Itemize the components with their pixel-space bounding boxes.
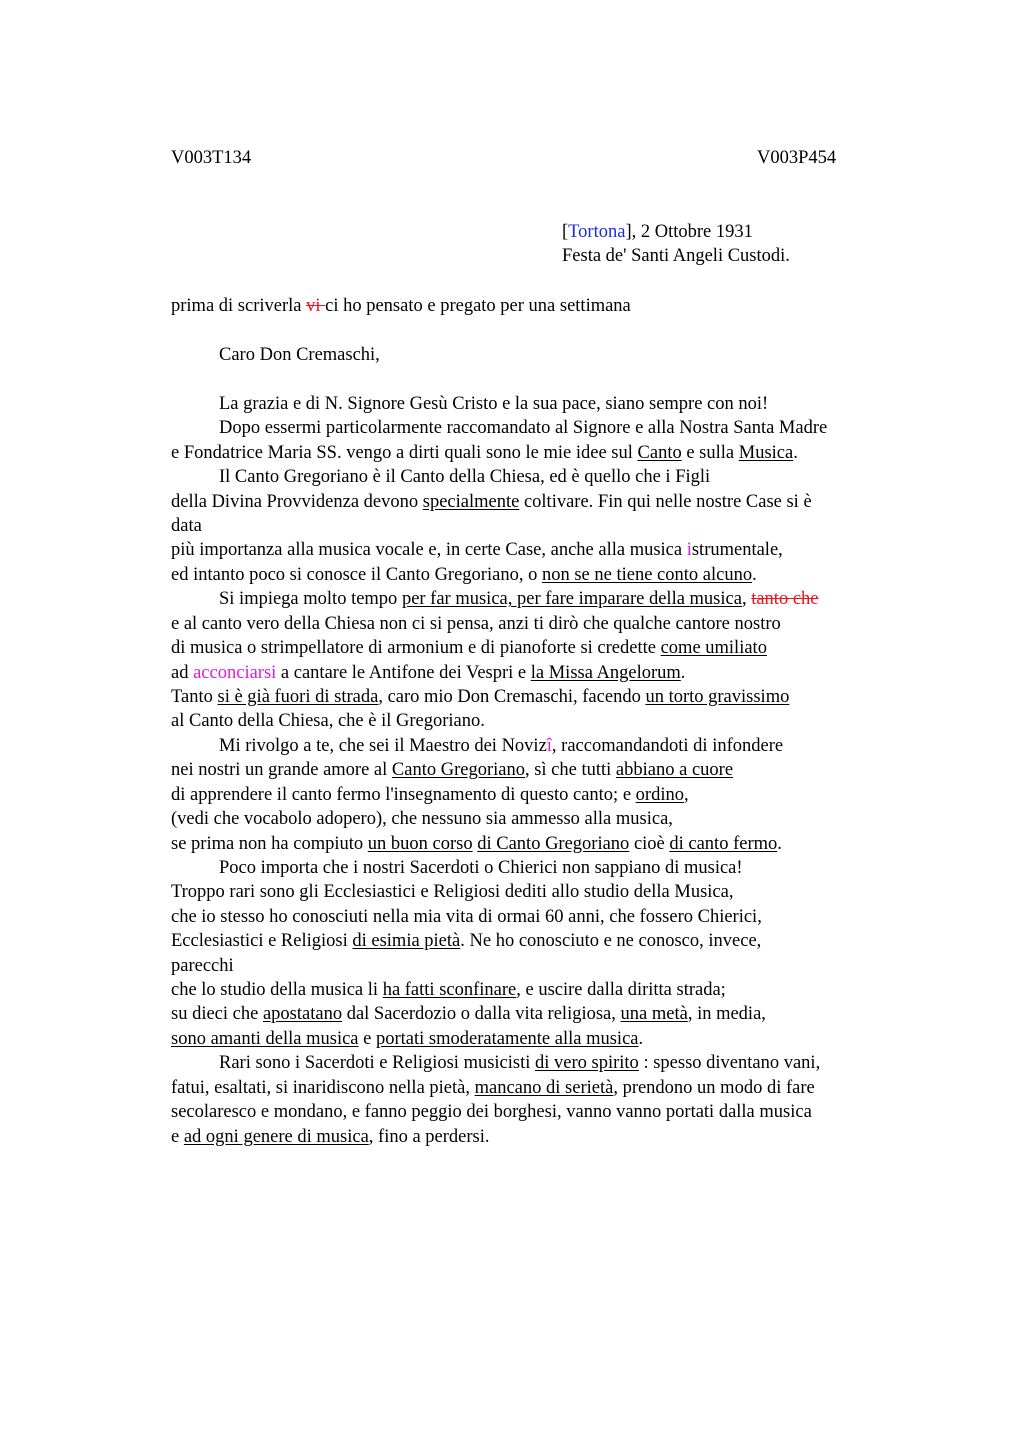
body-line: data bbox=[171, 516, 202, 536]
page-code-right: V003P454 bbox=[757, 148, 837, 168]
body-line: Tanto si è già fuori di strada, caro mio Don Cremaschi, facendo un torto gravissimo bbox=[171, 687, 790, 707]
body-line: Troppo rari sono gli Ecclesiastici e Religiosi dediti allo studio della Musica, bbox=[171, 882, 734, 902]
body-line: se prima non ha compiuto un buon corso di Canto Gregoriano cioè di canto fermo. bbox=[171, 834, 782, 854]
body-line: Poco importa che i nostri Sacerdoti o Chierici non sappiano di musica! bbox=[219, 858, 743, 878]
body-line: Dopo essermi particolarmente raccomandato al Signore e alla Nostra Santa Madre bbox=[219, 418, 828, 438]
body-line: e ad ogni genere di musica, fino a perdersi. bbox=[171, 1127, 490, 1147]
deleted-text: tanto che bbox=[751, 589, 819, 609]
deleted-text: vi bbox=[306, 296, 326, 316]
body-line: (vedi che vocabolo adopero), che nessuno sia ammesso alla musica, bbox=[171, 809, 673, 829]
body-line: fatui, esaltati, si inaridiscono nella pietà, mancano di serietà, prendono un modo di fare bbox=[171, 1078, 815, 1098]
dateline-feast: Festa de' Santi Angeli Custodi. bbox=[562, 246, 790, 266]
body-line: ed intanto poco si conosce il Canto Gregoriano, o non se ne tiene conto alcuno. bbox=[171, 565, 757, 585]
body-line: ad acconciarsi a cantare le Antifone dei Vespri e la Missa Angelorum. bbox=[171, 663, 686, 683]
correction-mark: î bbox=[546, 736, 552, 756]
document-code-left: V003T134 bbox=[171, 148, 252, 168]
correction-mark: i bbox=[686, 540, 692, 560]
body-line: sono amanti della musica e portati smoderatamente alla musica. bbox=[171, 1029, 644, 1049]
dateline-place-date: [Tortona], 2 Ottobre 1931 bbox=[562, 222, 753, 242]
body-line: e al canto vero della Chiesa non ci si pensa, anzi ti dirò che qualche cantore nostro bbox=[171, 614, 781, 634]
body-line: di apprendere il canto fermo l'insegnamento di questo canto; e ordino, bbox=[171, 785, 689, 805]
body-line: su dieci che apostatano dal Sacerdozio o dalla vita religiosa, una metà, in media, bbox=[171, 1004, 766, 1024]
body-line: secolaresco e mondano, e fanno peggio dei borghesi, vanno vanno portati dalla musica bbox=[171, 1102, 812, 1122]
body-line: Il Canto Gregoriano è il Canto della Chiesa, ed è quello che i Figli bbox=[219, 467, 711, 487]
marginal-note: prima di scriverla vi ci ho pensato e pregato per una settimana bbox=[171, 296, 631, 316]
body-line: della Divina Provvidenza devono specialmente coltivare. Fin qui nelle nostre Case si è bbox=[171, 492, 812, 512]
body-line: che lo studio della musica li ha fatti sconfinare, e uscire dalla diritta strada; bbox=[171, 980, 726, 1000]
salutation: Caro Don Cremaschi, bbox=[219, 345, 380, 365]
body-line: parecchi bbox=[171, 956, 234, 976]
body-line: Si impiega molto tempo per far musica, per fare imparare della musica, tanto che bbox=[219, 589, 819, 609]
correction-mark: acconciarsi bbox=[193, 663, 277, 683]
place-name: Tortona bbox=[568, 222, 626, 242]
body-line: Ecclesiastici e Religiosi di esimia pietà. Ne ho conosciuto e ne conosco, invece, bbox=[171, 931, 762, 951]
body-line: e Fondatrice Maria SS. vengo a dirti quali sono le mie idee sul Canto e sulla Musica. bbox=[171, 443, 798, 463]
body-line: al Canto della Chiesa, che è il Gregoriano. bbox=[171, 711, 485, 731]
body-line: nei nostri un grande amore al Canto Gregoriano, sì che tutti abbiano a cuore bbox=[171, 760, 734, 780]
body-line: La grazia e di N. Signore Gesù Cristo e la sua pace, siano sempre con noi! bbox=[219, 394, 769, 414]
body-line: Rari sono i Sacerdoti e Religiosi musicisti di vero spirito : spesso diventano vani, bbox=[219, 1053, 821, 1073]
body-line: di musica o strimpellatore di armonium e di pianoforte si credette come umiliato bbox=[171, 638, 767, 658]
body-line: che io stesso ho conosciuti nella mia vita di ormai 60 anni, che fossero Chierici, bbox=[171, 907, 762, 927]
body-line: più importanza alla musica vocale e, in certe Case, anche alla musica istrumentale, bbox=[171, 540, 783, 560]
body-line: Mi rivolgo a te, che sei il Maestro dei Novizî, raccomandandoti di infondere bbox=[219, 736, 784, 756]
